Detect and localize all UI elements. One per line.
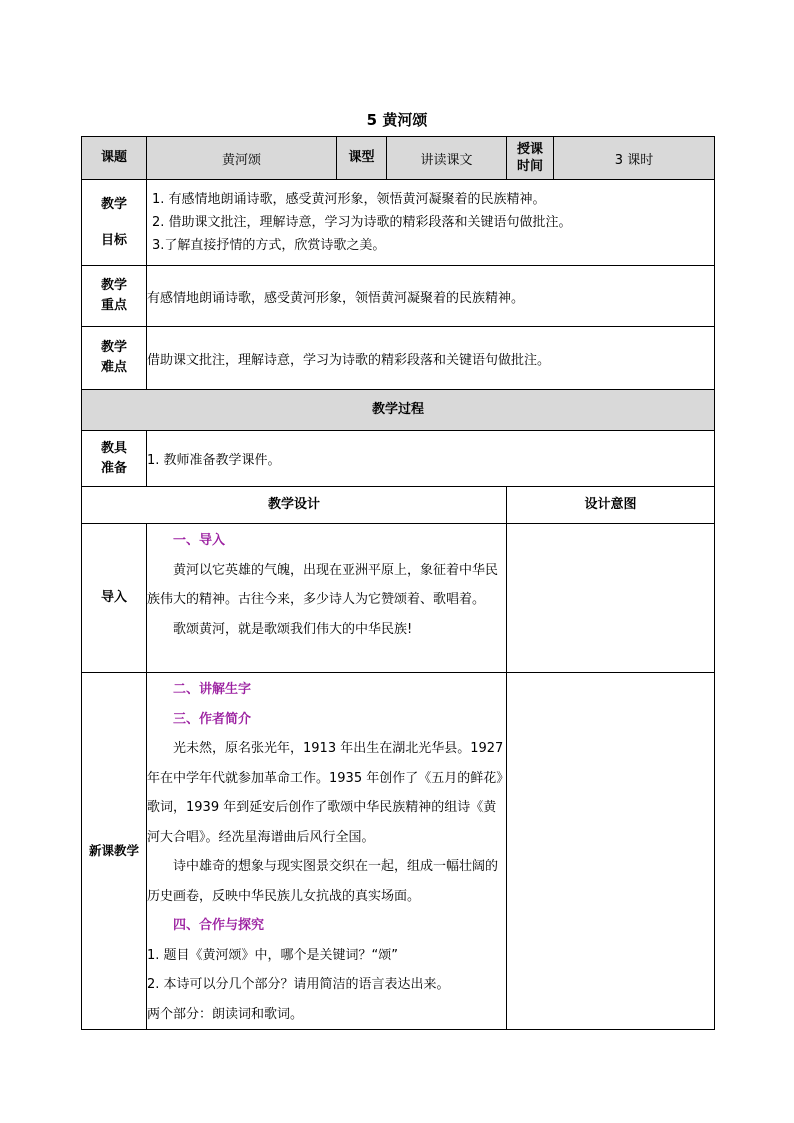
tools-label-line2: 准备 (100, 460, 127, 476)
intro-paragraph-2: 歌颂黄河，就是歌颂我们伟大的中华民族! (173, 621, 413, 637)
explore-heading: 四、合作与探究 (173, 918, 265, 933)
time-label-line1: 授课 (516, 142, 543, 157)
goals-content (147, 180, 715, 266)
newlesson-label: 新课教学 (82, 673, 147, 1030)
difficulty-label-line1: 教学 (100, 340, 127, 355)
intent-column-header: 设计意图 (507, 487, 715, 524)
focus-row (82, 266, 715, 327)
vocab-heading: 二、讲解生字 (173, 682, 252, 697)
goals-row (82, 180, 715, 266)
header-row (82, 137, 715, 180)
answer-2: 两个部分：朗读词和歌词。 (147, 1006, 304, 1022)
goals-label-line2: 目标 (100, 232, 127, 248)
intro-label: 导入 (82, 524, 147, 673)
difficulty-row (82, 327, 715, 390)
focus-text: 有感情地朗诵诗歌，感受黄河形象，领悟黄河凝聚着的民族精神。 (147, 266, 715, 327)
type-value: 讲读课文 (387, 137, 507, 180)
time-value: 3 课时 (554, 137, 715, 180)
tools-label-line1: 教具 (100, 440, 127, 456)
lesson-plan-table (81, 136, 715, 1030)
column-header-row (82, 487, 715, 524)
goal-item-1: 1. 有感情地朗诵诗歌，感受黄河形象，领悟黄河凝聚着的民族精神。 (152, 192, 546, 207)
tools-label (82, 431, 147, 487)
intro-content (147, 524, 507, 673)
newlesson-row (82, 673, 715, 1030)
document-title: 5 黄河颂 (366, 111, 428, 129)
question-1: 1. 题目《黄河颂》中，哪个是关键词？“颂” (147, 947, 399, 963)
goal-item-3: 3.了解直接抒情的方式，欣赏诗歌之美。 (152, 238, 386, 253)
intro-intent-cell (507, 524, 715, 673)
topic-label: 课题 (82, 137, 147, 180)
goal-item-2: 2. 借助课文批注，理解诗意，学习为诗歌的精彩段落和关键语句做批注。 (152, 215, 572, 230)
newlesson-content (147, 673, 507, 1030)
process-heading: 教学过程 (82, 390, 715, 431)
goals-label-line1: 教学 (100, 196, 127, 212)
difficulty-label-line2: 难点 (100, 360, 127, 375)
time-label-line2: 时间 (516, 159, 543, 174)
tools-row (82, 431, 715, 487)
intro-row (82, 524, 715, 673)
focus-label (82, 266, 147, 327)
process-row (82, 390, 715, 431)
author-paragraph-1: 光未然，原名张光年，1913 年出生在湖北光华县。1927 年在中学年代就参加革命工作。1935 年创作了《五月的鲜花》歌词，1939 年到延安后创作了歌颂中华民族精神的组诗《黄河大合唱》。经冼星海谱曲后风行全国。 (147, 741, 504, 845)
author-paragraph-2: 诗中雄奇的想象与现实图景交织在一起，组成一幅壮阔的历史画卷，反映中华民族儿女抗战的真实场面。 (147, 859, 499, 904)
newlesson-intent-cell (507, 673, 715, 1030)
intro-paragraph-1: 黄河以它英雄的气魄，出现在亚洲平原上，象征着中华民族伟大的精神。古往今来，多少诗人为它赞颂着、歌唱着。 (147, 562, 499, 607)
design-column-header: 教学设计 (82, 487, 507, 524)
difficulty-text: 借助课文批注，理解诗意，学习为诗歌的精彩段落和关键语句做批注。 (147, 327, 715, 390)
author-heading: 三、作者简介 (173, 711, 252, 727)
intro-heading: 一、导入 (173, 533, 226, 548)
time-label (507, 137, 554, 180)
goals-label (82, 180, 147, 266)
topic-value: 黄河颂 (147, 137, 337, 180)
type-label: 课型 (337, 137, 387, 180)
tools-text: 1. 教师准备教学课件。 (147, 431, 715, 487)
focus-label-line2: 重点 (100, 298, 127, 313)
question-2: 2. 本诗可以分几个部分？请用简洁的语言表达出来。 (147, 977, 450, 992)
focus-label-line1: 教学 (100, 278, 127, 293)
difficulty-label (82, 327, 147, 390)
